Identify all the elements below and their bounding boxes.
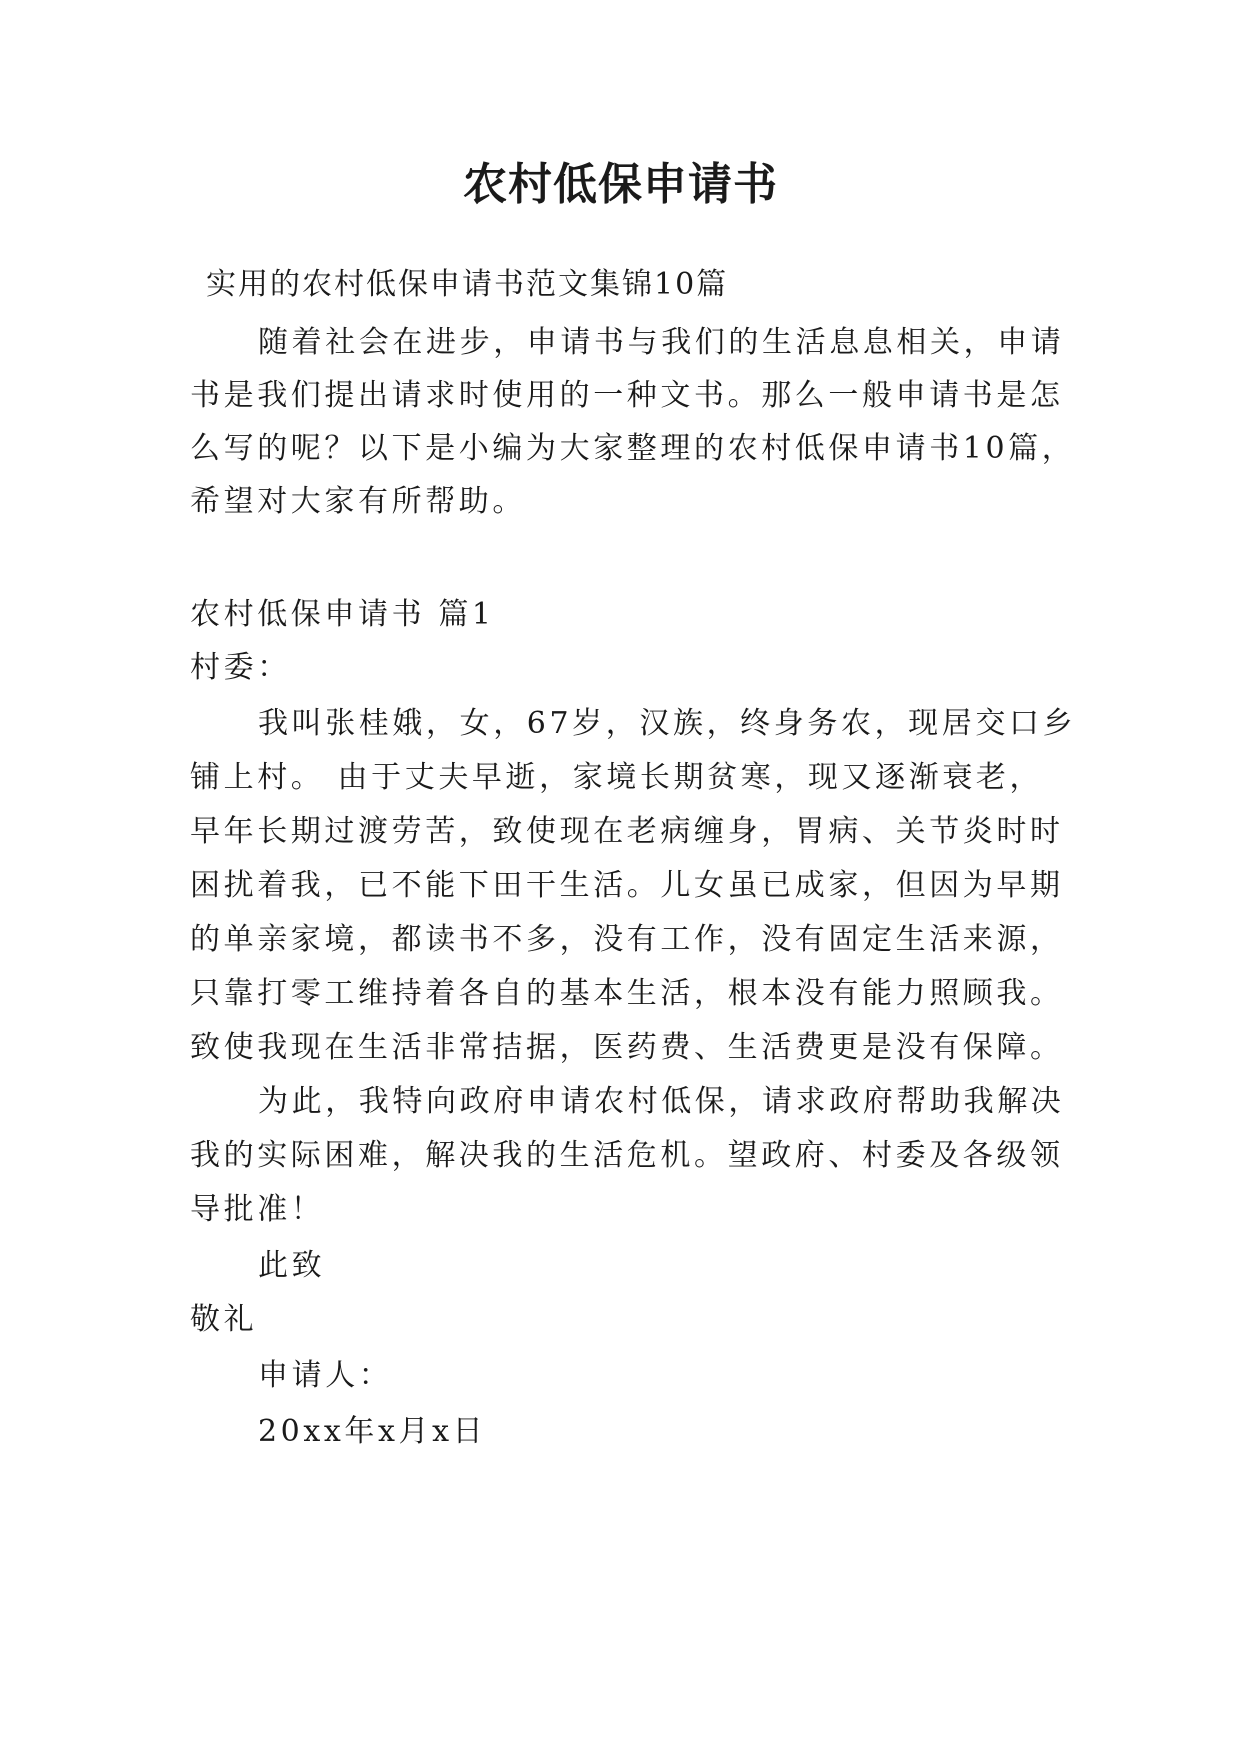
body-line: 铺上村。 由于丈夫早逝，家境长期贫寒，现又逐渐衰老， [190,760,1044,795]
body-line: 致使我现在生活非常拮据，医药费、生活费更是没有保障。 [190,1030,1064,1065]
subtitle: 实用的农村低保申请书范文集锦10篇 [206,267,729,302]
date-line: 20xx年x月x日 [258,1414,487,1449]
body-line: 早年长期过渡劳苦，致使现在老病缠身，胃病、关节炎时时 [190,814,1064,849]
intro-line: 随着社会在进步，申请书与我们的生活息息相关，申请 [258,325,1065,360]
closing-line: 此致 [258,1248,326,1283]
intro-line: 么写的呢？以下是小编为大家整理的农村低保申请书10篇， [190,431,1076,466]
body-line: 导批准！ [190,1192,325,1227]
body-line: 困扰着我，已不能下田干生活。儿女虽已成家，但因为早期 [190,868,1064,903]
body-line: 我叫张桂娥，女，67岁，汉族，终身务农，现居交口乡 [258,706,1077,741]
document-title: 农村低保申请书 [463,159,778,210]
intro-line: 书是我们提出请求时使用的一种文书。那么一般申请书是怎 [190,378,1064,413]
body-line: 的单亲家境，都读书不多，没有工作，没有固定生活来源， [190,922,1064,957]
closing-line: 敬礼 [190,1302,258,1337]
applicant-label: 申请人： [258,1358,393,1393]
section-heading: 农村低保申请书 篇1 [190,597,495,632]
salutation: 村委： [190,650,291,685]
body-line: 为此，我特向政府申请农村低保，请求政府帮助我解决 [258,1084,1065,1119]
body-line: 我的实际困难，解决我的生活危机。望政府、村委及各级领 [190,1138,1064,1173]
body-line: 只靠打零工维持着各自的基本生活，根本没有能力照顾我。 [190,976,1064,1011]
intro-line: 希望对大家有所帮助。 [190,484,526,519]
